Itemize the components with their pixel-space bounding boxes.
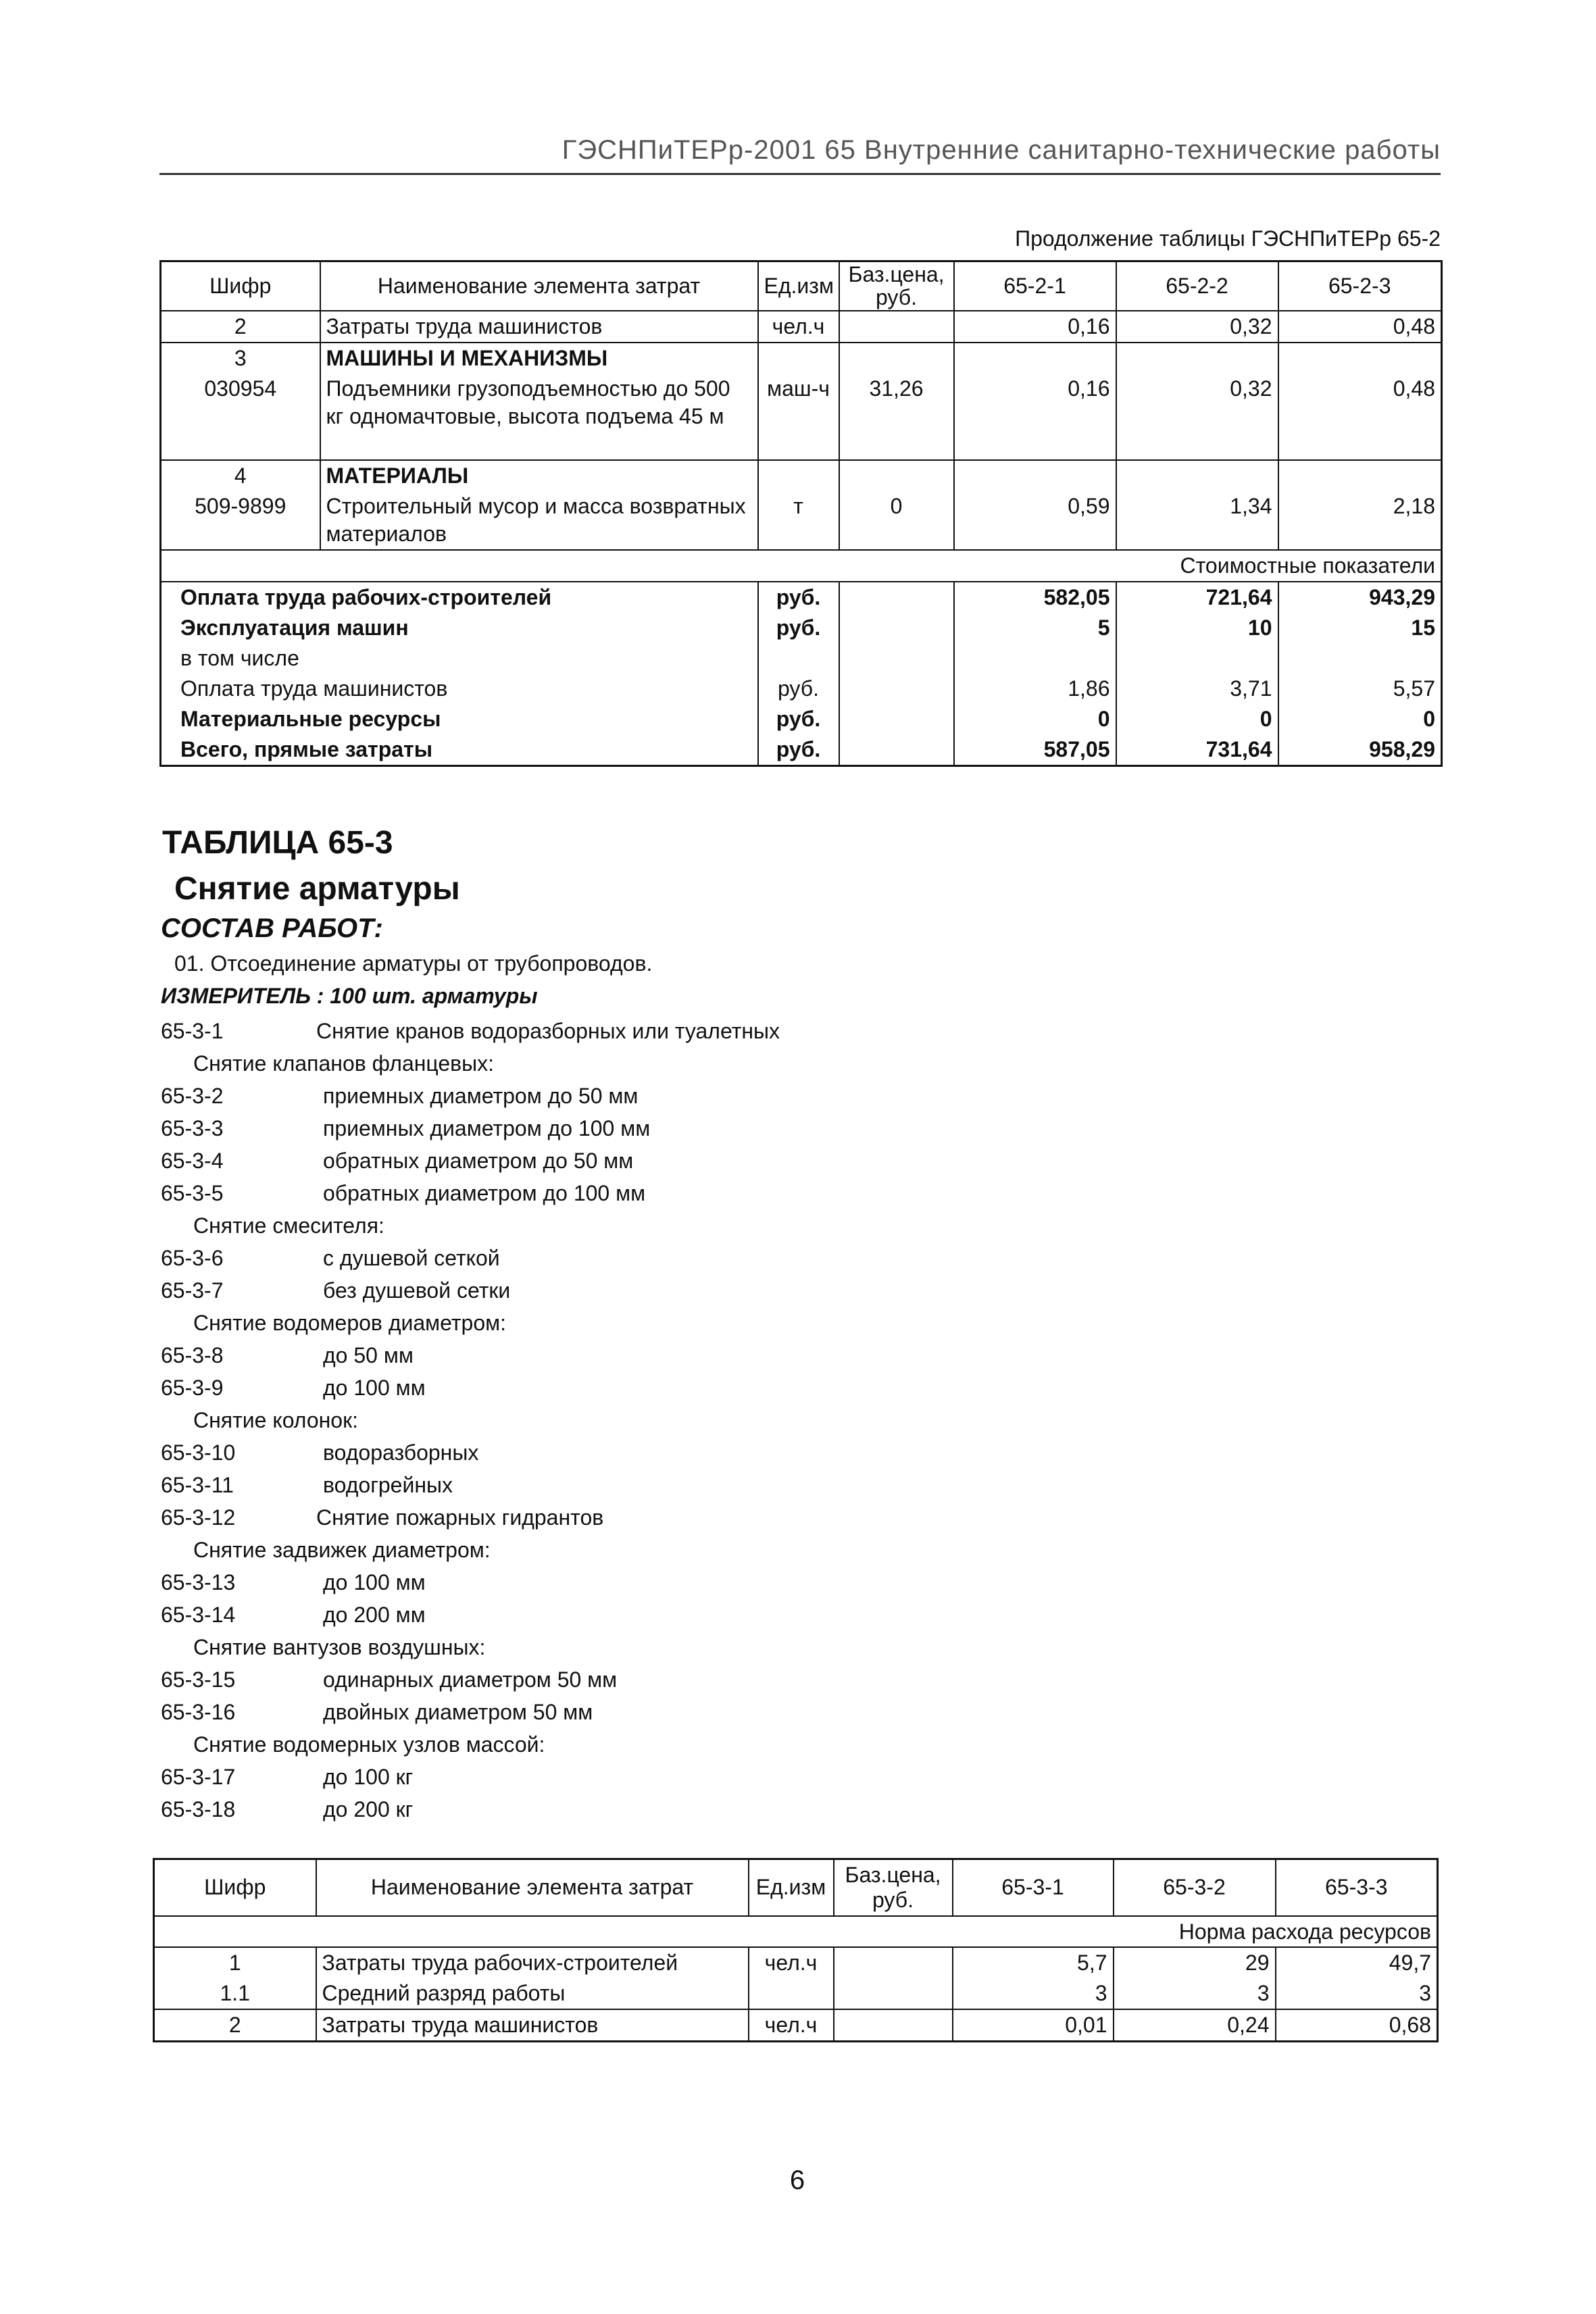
row-unit: чел.ч <box>758 311 839 343</box>
work-group-label: Снятие вантузов воздушных: <box>193 1635 486 1659</box>
row-value-65-3-1: 0,01 <box>953 2009 1114 2041</box>
column-header-code: Шифр <box>154 1859 316 1916</box>
section-title-materials: МАТЕРИАЛЫ <box>320 460 758 491</box>
cost-row <box>161 643 1442 674</box>
row-code: 1 <box>154 1947 316 1978</box>
work-name: до 100 мм <box>323 1376 426 1400</box>
cost-value-65-2-1: 5 <box>954 613 1116 643</box>
table-row <box>154 2009 1438 2041</box>
work-name: двойных диаметром 50 мм <box>323 1700 593 1724</box>
work-code: 65-3-16 <box>161 1700 236 1724</box>
table-row <box>161 374 1442 460</box>
row-unit: чел.ч <box>749 1947 834 1978</box>
cost-label: Оплата труда рабочих-строителей <box>161 582 758 613</box>
work-name: до 200 мм <box>323 1603 426 1627</box>
cost-value-65-2-2: 3,71 <box>1116 674 1278 704</box>
cost-unit: руб. <box>758 582 839 613</box>
row-value-65-2-3: 2,18 <box>1393 494 1435 519</box>
work-name: Снятие кранов водоразборных или туалетных <box>316 1019 780 1043</box>
cost-unit: руб. <box>758 704 839 734</box>
column-header-65-3-3: 65-3-3 <box>1276 1859 1438 1916</box>
work-name: с душевой сеткой <box>323 1246 500 1270</box>
row-value-65-3-1: 5,7 <box>953 1947 1114 1978</box>
work-name: обратных диаметром до 100 мм <box>323 1181 646 1205</box>
row-unit <box>749 1978 834 2009</box>
work-code: 65-3-5 <box>161 1181 224 1205</box>
column-header-name: Наименование элемента затрат <box>316 1859 749 1916</box>
row-name: Строительный мусор и масса возвратных материалов <box>320 491 758 550</box>
work-code: 65-3-17 <box>161 1765 236 1789</box>
row-value-65-3-1: 3 <box>953 1978 1114 2009</box>
work-code: 65-3-14 <box>161 1603 236 1627</box>
table-row <box>154 1978 1438 2009</box>
table-row <box>154 1947 1438 1978</box>
row-value-65-2-1: 0,16 <box>954 311 1116 343</box>
cost-row <box>161 704 1442 734</box>
work-group-label: Снятие клапанов фланцевых: <box>193 1051 495 1076</box>
work-group-label: Снятие водомерных узлов массой: <box>193 1732 545 1757</box>
norm-header: Норма расхода ресурсов <box>154 1916 1438 1948</box>
column-header-code: Шифр <box>161 261 320 311</box>
work-code: 65-3-18 <box>161 1797 236 1821</box>
row-value-65-2-2: 0,32 <box>1116 374 1278 460</box>
work-group-label: Снятие водомеров диаметром: <box>193 1311 507 1335</box>
work-code: 65-3-12 <box>161 1505 236 1530</box>
row-value-65-3-3: 3 <box>1276 1978 1438 2009</box>
work-name: водогрейных <box>323 1473 453 1497</box>
row-value-65-2-2: 1,34 <box>1116 491 1278 550</box>
measurer: ИЗМЕРИТЕЛЬ : 100 шт. арматуры <box>161 984 538 1008</box>
row-value-65-2-1: 0,16 <box>954 374 1116 460</box>
row-name: Подъемники грузоподъемностью до 500 кг одномачтовые, высота подъема 45 м <box>320 374 758 460</box>
row-name: Средний разряд работы <box>316 1978 749 2009</box>
section-row-machines <box>161 343 1442 374</box>
column-header-65-3-2: 65-3-2 <box>1114 1859 1276 1916</box>
row-value-65-2-3: 0,48 <box>1278 374 1442 460</box>
composition-item: 01. Отсоединение арматуры от трубопроводов. <box>174 951 653 976</box>
cost-value-65-2-3: 958,29 <box>1369 736 1435 761</box>
work-code: 65-3-8 <box>161 1343 224 1367</box>
cost-unit: руб. <box>758 613 839 643</box>
cost-label: Материальные ресурсы <box>161 704 758 734</box>
row-price <box>834 1978 953 2009</box>
row-code: 2 <box>161 311 320 343</box>
resources-table-65-3 <box>153 1858 1439 2042</box>
row-price: 0 <box>839 491 954 550</box>
work-name: одинарных диаметром 50 мм <box>323 1667 618 1692</box>
cost-row-total <box>161 734 1442 765</box>
row-value-65-3-2: 3 <box>1114 1978 1276 2009</box>
work-code: 65-3-10 <box>161 1440 236 1465</box>
norm-header-row <box>154 1916 1438 1948</box>
row-value-65-3-2: 29 <box>1114 1947 1276 1978</box>
cost-value-65-2-2: 0 <box>1116 704 1278 734</box>
row-price <box>839 311 954 343</box>
cost-label: Эксплуатация машин <box>161 613 758 643</box>
running-header: ГЭСНПиТЕРр-2001 65 Внутренние санитарно-технические работы <box>562 135 1441 165</box>
section-row-materials <box>161 460 1442 491</box>
work-name: водоразборных <box>323 1440 479 1465</box>
row-name: Затраты труда машинистов <box>316 2009 749 2041</box>
cost-value-65-2-2: 721,64 <box>1116 582 1278 613</box>
table-title: ТАБЛИЦА 65-3 <box>162 825 393 861</box>
work-name: до 100 мм <box>323 1570 426 1594</box>
row-price <box>834 1947 953 1978</box>
cost-value-65-2-1: 582,05 <box>954 582 1116 613</box>
work-code: 65-3-15 <box>161 1667 236 1692</box>
work-name: приемных диаметром до 100 мм <box>323 1116 651 1140</box>
cost-row <box>161 674 1442 704</box>
work-code: 65-3-7 <box>161 1278 224 1303</box>
composition-title: СОСТАВ РАБОТ: <box>161 913 383 943</box>
cost-label: в том числе <box>161 643 758 674</box>
work-code: 65-3-2 <box>161 1084 224 1108</box>
work-code: 65-3-4 <box>161 1149 224 1173</box>
page-number: 6 <box>789 2165 805 2195</box>
cost-value-65-2-3: 0 <box>1423 706 1435 731</box>
cost-row <box>161 582 1442 613</box>
work-name: приемных диаметром до 50 мм <box>323 1084 639 1108</box>
cost-label: Оплата труда машинистов <box>161 674 758 704</box>
cost-value-65-2-1: 1,86 <box>954 674 1116 704</box>
cost-value-65-2-1: 587,05 <box>954 734 1116 765</box>
table-row <box>161 491 1442 550</box>
column-header-name: Наименование элемента затрат <box>320 261 758 311</box>
row-name: Затраты труда машинистов <box>320 311 758 343</box>
column-header-65-2-2: 65-2-2 <box>1116 261 1278 311</box>
work-group-label: Снятие колонок: <box>193 1408 358 1432</box>
column-header-65-2-3: 65-2-3 <box>1278 261 1442 311</box>
row-name: Затраты труда рабочих-строителей <box>316 1947 749 1978</box>
section-title-machines: МАШИНЫ И МЕХАНИЗМЫ <box>320 343 758 374</box>
work-code: 65-3-11 <box>161 1473 234 1497</box>
row-price <box>834 2009 953 2041</box>
work-code: 65-3-9 <box>161 1376 224 1400</box>
cost-value-65-2-3: 5,57 <box>1393 676 1435 701</box>
work-group-label: Снятие смесителя: <box>193 1213 384 1238</box>
cost-unit: руб. <box>758 734 839 765</box>
row-unit: чел.ч <box>749 2009 834 2041</box>
cost-value-65-2-3: 15 <box>1411 615 1435 640</box>
table-row <box>161 311 1442 343</box>
resources-table-65-2 <box>159 260 1443 767</box>
continuation-note: Продолжение таблицы ГЭСНПиТЕРр 65-2 <box>1015 226 1441 251</box>
row-value-65-3-3: 0,68 <box>1389 2013 1431 2038</box>
work-name: Снятие пожарных гидрантов <box>316 1505 604 1530</box>
table-header-row <box>154 1859 1438 1916</box>
cost-label: Всего, прямые затраты <box>161 734 758 765</box>
row-code: 3 <box>161 343 320 374</box>
row-value-65-2-1: 0,59 <box>954 491 1116 550</box>
table-subtitle: Снятие арматуры <box>174 871 460 907</box>
work-code: 65-3-1 <box>161 1019 224 1043</box>
row-code: 1.1 <box>154 1978 316 2009</box>
work-name: обратных диаметром до 50 мм <box>323 1149 634 1173</box>
work-name: без душевой сетки <box>323 1278 511 1303</box>
header-rule <box>159 173 1441 175</box>
work-name: до 50 мм <box>323 1343 414 1367</box>
row-code: 4 <box>161 460 320 491</box>
column-header-unit: Ед.изм <box>758 261 839 311</box>
work-name: до 200 кг <box>323 1797 414 1821</box>
cost-value-65-2-2: 10 <box>1116 613 1278 643</box>
cost-value-65-2-2: 731,64 <box>1116 734 1278 765</box>
row-unit: маш-ч <box>758 374 839 460</box>
work-code: 65-3-3 <box>161 1116 224 1140</box>
column-header-65-3-1: 65-3-1 <box>953 1859 1114 1916</box>
cost-value-65-2-1: 0 <box>954 704 1116 734</box>
column-header-unit: Ед.изм <box>749 1859 834 1916</box>
column-header-65-2-1: 65-2-1 <box>954 261 1116 311</box>
cost-indicators-header-row <box>161 550 1442 582</box>
work-code: 65-3-13 <box>161 1570 236 1594</box>
row-value-65-2-3: 0,48 <box>1278 311 1442 343</box>
row-value-65-3-2: 0,24 <box>1114 2009 1276 2041</box>
row-code: 030954 <box>161 374 320 460</box>
row-value-65-2-2: 0,32 <box>1116 311 1278 343</box>
cost-unit: руб. <box>758 674 839 704</box>
work-code: 65-3-6 <box>161 1246 224 1270</box>
row-unit: т <box>758 491 839 550</box>
row-price: 31,26 <box>839 374 954 460</box>
table-header-row <box>161 261 1442 311</box>
column-header-price: Баз.цена, руб. <box>834 1859 953 1916</box>
row-code: 509-9899 <box>161 491 320 550</box>
column-header-price: Баз.цена, руб. <box>839 261 954 311</box>
row-code: 2 <box>154 2009 316 2041</box>
work-group-label: Снятие задвижек диаметром: <box>193 1538 491 1562</box>
cost-value-65-2-3: 943,29 <box>1369 584 1435 609</box>
cost-row <box>161 613 1442 643</box>
work-name: до 100 кг <box>323 1765 414 1789</box>
cost-indicators-header: Стоимостные показатели <box>161 550 1442 582</box>
row-value-65-3-3: 49,7 <box>1389 1951 1431 1976</box>
